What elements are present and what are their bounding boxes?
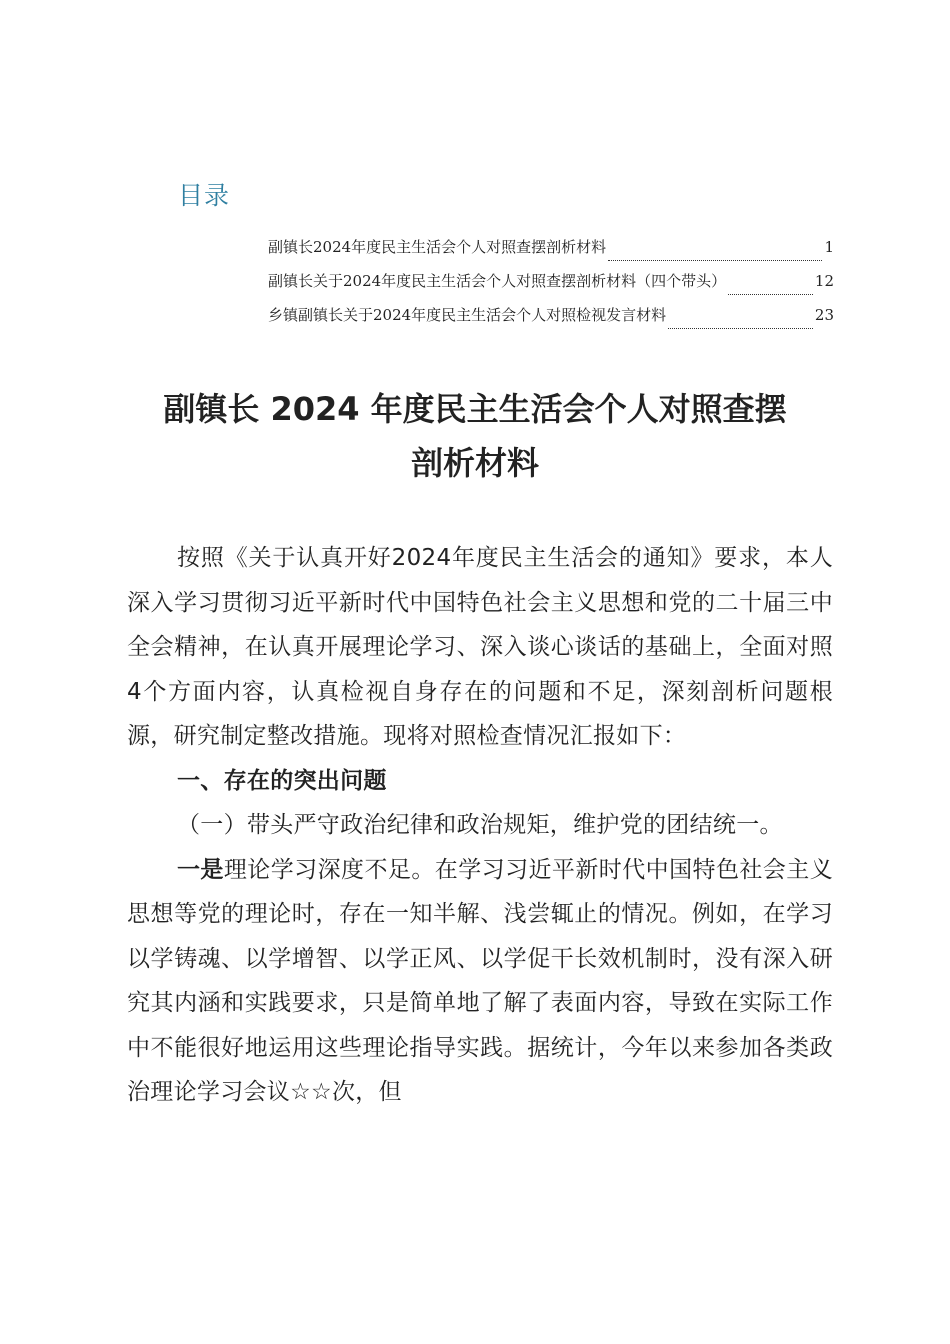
document-title-line-1: 副镇长 2024 年度民主生活会个人对照查摆 <box>163 390 787 428</box>
toc-item-label: 副镇长关于2024年度民主生活会个人对照查摆剖析材料（四个带头） <box>268 272 727 290</box>
point-text: 理论学习深度不足。在学习习近平新时代中国特色社会主义思想等党的理论时，存在一知半解、浅尝辄止的情况。例如，在学习以学铸魂、以学增智、以学正风、以学促干长效机制时，没有深入研究其内涵和实践要求，只是简单地了解了表面内容，导致在实际工作中不能很好地运用这些理论指导实践。据统计，今年以来参加各类政治理论学习会议☆☆次，但 <box>127 856 833 1105</box>
document-body <box>127 536 833 1115</box>
toc-item-label: 副镇长2024年度民主生活会个人对照查摆剖析材料 <box>268 238 607 256</box>
toc-item[interactable] <box>268 270 834 304</box>
point-lead: 一是 <box>177 856 224 883</box>
toc-title: 目录 <box>178 181 231 210</box>
intro-paragraph: 按照《关于认真开好2024年度民主生活会的通知》要求，本人深入学习贯彻习近平新时代中国特色社会主义思想和党的二十届三中全会精神，在认真开展理论学习、深入谈心谈话的基础上，全面对照4个方面内容，认真检视自身存在的问题和不足，深刻剖析问题根源，研究制定整改措施。现将对照检查情况汇报如下： <box>127 545 833 749</box>
toc-item-page: 23 <box>814 306 834 324</box>
toc-item-label: 乡镇副镇长关于2024年度民主生活会个人对照检视发言材料 <box>268 306 667 324</box>
toc-leader-dots <box>668 327 813 329</box>
toc-item-page: 1 <box>824 238 834 256</box>
toc-item-page: 12 <box>814 272 834 290</box>
point-paragraph <box>127 848 833 1115</box>
table-of-contents <box>268 236 834 338</box>
toc-leader-dots <box>608 259 822 261</box>
toc-item[interactable] <box>268 236 834 270</box>
subsection-heading: （一）带头严守政治纪律和政治规矩，维护党的团结统一。 <box>177 812 783 838</box>
toc-item[interactable] <box>268 304 834 338</box>
document-title <box>100 382 850 490</box>
toc-leader-dots <box>728 293 813 295</box>
document-title-line-2: 剖析材料 <box>410 444 539 482</box>
section-heading: 一、存在的突出问题 <box>177 767 387 794</box>
